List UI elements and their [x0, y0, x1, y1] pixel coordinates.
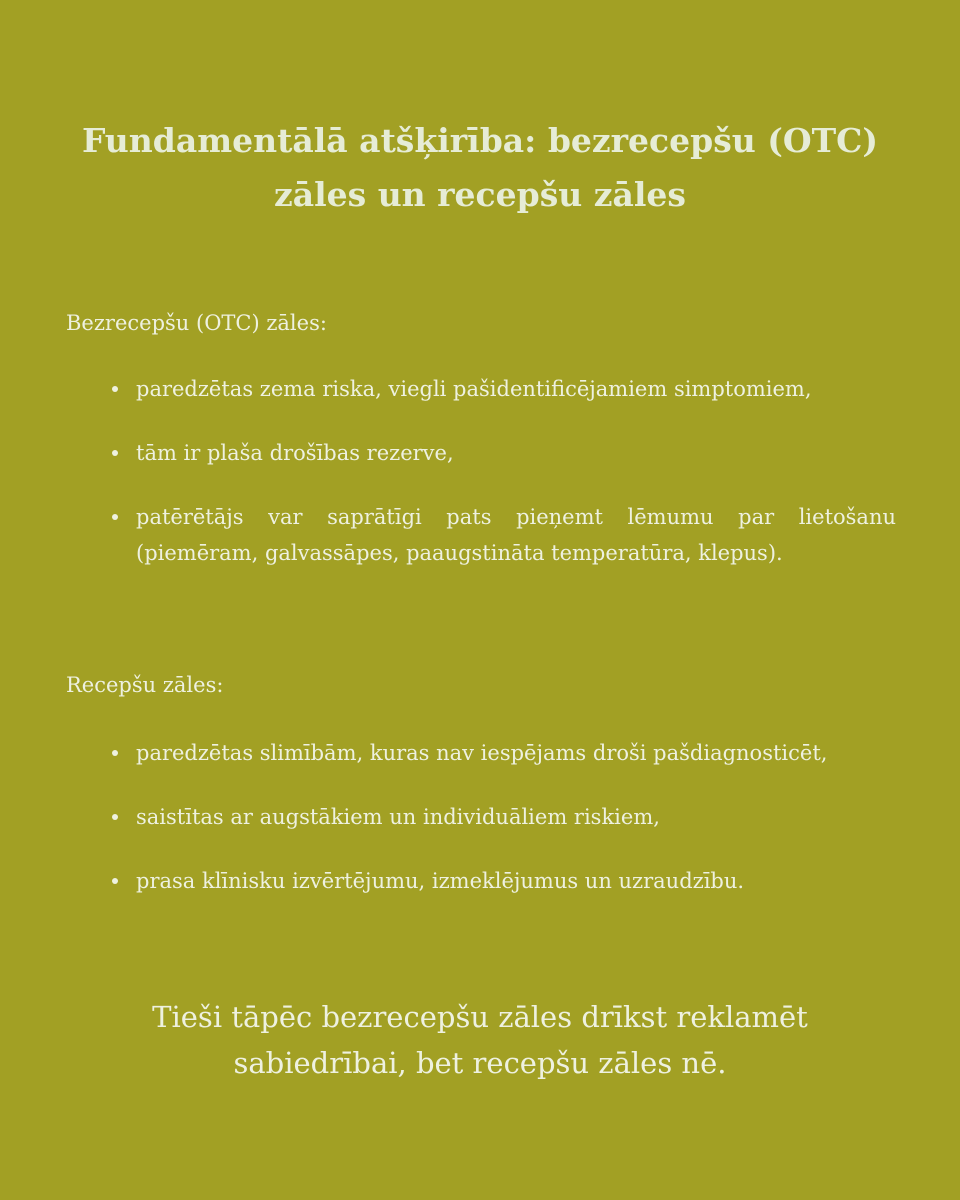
page-title: Fundamentālā atšķirība: bezrecepšu (OTC) zāles un recepšu zāles	[81, 121, 879, 214]
prescription-section-heading: Recepšu zāles:	[66, 673, 224, 697]
otc-section-heading: Bezrecepšu (OTC) zāles:	[66, 311, 327, 335]
prescription-bullet-list	[110, 735, 896, 927]
list-item: prasa klīnisku izvērtējumu, izmeklējumus un uzraudzību.	[110, 863, 896, 899]
list-item: tām ir plaša drošības rezerve,	[110, 435, 896, 471]
list-item: saistītas ar augstākiem un individuāliem riskiem,	[110, 799, 896, 835]
list-item: paredzētas slimībām, kuras nav iespējams droši pašdiagnosticēt,	[110, 735, 896, 771]
conclusion-text: Tieši tāpēc bezrecepšu zāles drīkst reklamēt sabiedrībai, bet recepšu zāles nē.	[152, 1000, 808, 1080]
list-item: patērētājs var saprātīgi pats pieņemt lēmumu par lietošanu (piemēram, galvassāpes, paaugstināta temperatūra, klepus).	[110, 499, 896, 571]
otc-bullet-list	[110, 371, 896, 599]
list-item: paredzētas zema riska, viegli pašidentificējamiem simptomiem,	[110, 371, 896, 407]
